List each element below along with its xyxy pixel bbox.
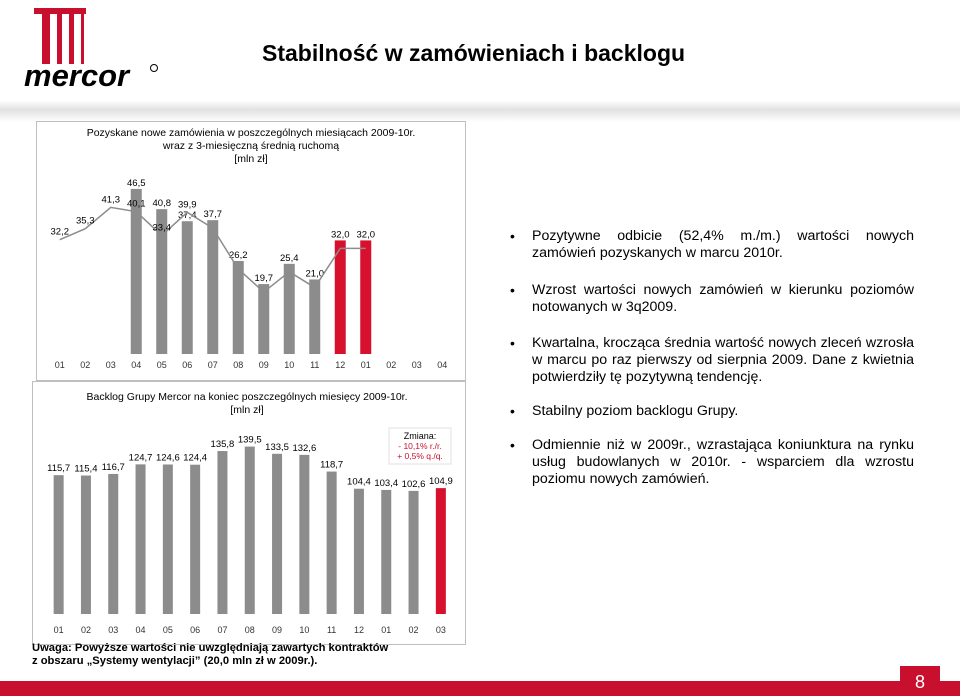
moving-average-label: 39,9	[178, 199, 197, 211]
bar-value-label: 116,7	[101, 461, 125, 473]
x-tick-label: 03	[411, 360, 422, 370]
bullet-icon: •	[510, 282, 515, 298]
x-tick-label: 10	[299, 625, 310, 635]
bar	[136, 464, 146, 614]
bar-value-label: 103,4	[374, 477, 399, 489]
footnote	[32, 642, 388, 668]
change-annotation-yoy: - 10,1% r./r.	[398, 441, 442, 451]
moving-average-label: 33,4	[152, 222, 171, 234]
x-tick-label: 11	[310, 360, 320, 370]
x-tick-label: 09	[272, 625, 283, 635]
x-tick-label: 04	[437, 360, 448, 370]
moving-average-label: 40,1	[127, 198, 146, 210]
footer-bar	[0, 681, 960, 696]
bar-value-label: 104,9	[428, 476, 453, 488]
x-tick-label: 09	[258, 360, 269, 370]
bullet-item: • Kwartalna, krocząca średnia wartość nowych zleceń wzrosła w marcu po raz pierwszy od sierpnia 2009. Dane z kwietnia potwierdziły tę pozytywną tendencję.	[510, 335, 914, 385]
change-annotation-title: Zmiana:	[403, 431, 437, 441]
bar	[81, 476, 91, 614]
x-tick-label: 08	[244, 625, 255, 635]
x-tick-label: 02	[80, 625, 91, 635]
bar	[233, 261, 244, 354]
bar	[409, 491, 419, 614]
bullet-icon: •	[510, 403, 515, 419]
bar-value-label: 139,5	[237, 434, 262, 446]
x-tick-label: 12	[353, 625, 364, 635]
bar-value-label: 115,4	[74, 463, 98, 475]
bar	[360, 240, 371, 354]
bar-value-label: 102,6	[401, 478, 426, 490]
bar-value-label: 133,5	[265, 441, 289, 453]
chart-title: [mln zł]	[230, 404, 264, 416]
page-number: 8	[900, 666, 940, 696]
bar-value-label: 118,7	[320, 459, 344, 471]
change-annotation-qoq: + 0,5% q./q.	[397, 451, 443, 461]
bar	[381, 490, 391, 614]
bar-value-label: 124,7	[128, 452, 153, 464]
bar-value-label: 104,4	[347, 476, 371, 488]
x-tick-label: 03	[108, 625, 119, 635]
chart-title: wraz z 3-miesięczną średnią ruchomą	[162, 140, 340, 152]
orders-chart-panel	[36, 121, 466, 381]
bar	[182, 221, 193, 354]
x-tick-label: 07	[217, 625, 228, 635]
bullet-item: • Stabilny poziom backlogu Grupy.	[510, 403, 739, 419]
x-tick-label: 05	[156, 360, 167, 370]
bar	[54, 475, 64, 614]
x-tick-label: 03	[435, 625, 446, 635]
slide-title: Stabilność w zamówieniach i backlogu	[262, 40, 686, 66]
logo-wordmark: mercor	[24, 58, 130, 92]
bullet-icon: •	[510, 437, 515, 453]
x-tick-label: 07	[207, 360, 218, 370]
bar-value-label: 25,4	[280, 252, 299, 264]
bar-value-label: 124,4	[183, 452, 208, 464]
x-tick-label: 04	[131, 360, 142, 370]
bar	[272, 454, 282, 614]
bullet-item: • Wzrost wartości nowych zamówień w kierunku poziomów notowanych w 3q2009.	[510, 282, 914, 315]
bar	[245, 447, 255, 614]
bullet-icon: •	[510, 335, 515, 351]
bar-value-label: 40,8	[152, 198, 171, 210]
bar-value-label: 37,7	[203, 209, 222, 221]
bar	[299, 455, 309, 614]
bar	[335, 240, 346, 354]
bar	[258, 284, 269, 354]
chart-title: Backlog Grupy Mercor na koniec poszczególnych miesięcy 2009-10r.	[86, 391, 408, 403]
x-tick-label: 01	[360, 360, 371, 370]
bar-value-label: 124,6	[155, 452, 180, 464]
x-tick-label: 08	[233, 360, 244, 370]
moving-average-label: 35,3	[76, 215, 95, 227]
bullet-item: • Odmiennie niż w 2009r., wzrastająca koniunktura na rynku usług budowlanych w 2010r. - wsparciem dla wzrostu poziomu nowych zamówień.	[510, 437, 914, 487]
x-tick-label: 01	[54, 360, 65, 370]
bar-value-label: 32,0	[331, 229, 350, 241]
x-tick-label: 02	[80, 360, 91, 370]
bullet-item: • Pozytywne odbicie (52,4% m./m.) wartości nowych zamówień pozyskanych w marcu 2010r.	[510, 228, 914, 261]
bar-value-label: 135,8	[210, 439, 235, 451]
backlog-chart-panel	[32, 381, 466, 645]
bar-value-label: 21,0	[305, 268, 324, 280]
x-tick-label: 10	[284, 360, 295, 370]
bar	[436, 488, 446, 614]
bar	[309, 279, 320, 354]
bar	[190, 465, 200, 614]
footnote-line: Uwaga: Powyższe wartości nie uwzględniają zawartych kontraktów	[32, 642, 389, 654]
mercor-logo	[20, 6, 160, 92]
x-tick-label: 06	[182, 360, 193, 370]
bullet-icon: •	[510, 228, 515, 244]
chart-title: Pozyskane nowe zamówienia w poszczególnych miesiącach 2009-10r.	[86, 127, 416, 139]
bar-value-label: 19,7	[254, 273, 273, 285]
x-tick-label: 11	[326, 625, 337, 635]
bar	[217, 451, 227, 614]
bar-value-label: 26,2	[229, 249, 248, 261]
bar	[284, 264, 295, 354]
x-tick-label: 01	[381, 625, 392, 635]
x-tick-label: 03	[105, 360, 116, 370]
bar	[207, 220, 218, 354]
x-tick-label: 06	[190, 625, 201, 635]
bar	[163, 464, 173, 614]
header-divider	[0, 100, 960, 122]
moving-average-label: 41,3	[101, 194, 120, 206]
x-tick-label: 12	[335, 360, 346, 370]
x-tick-label: 04	[135, 625, 146, 635]
orders-chart	[37, 122, 465, 380]
bar-value-label: 115,7	[47, 463, 71, 475]
bar-value-label: 46,5	[127, 177, 146, 189]
x-tick-label: 05	[162, 625, 173, 635]
bar-value-label: 32,0	[356, 229, 375, 241]
x-tick-label: 02	[408, 625, 419, 635]
x-tick-label: 02	[386, 360, 397, 370]
bar-value-label: 132,6	[292, 442, 317, 454]
bar	[131, 189, 142, 354]
bar-value-label: 37,4	[178, 210, 197, 222]
x-tick-label: 01	[53, 625, 64, 635]
bar	[327, 472, 337, 614]
footnote-line: z obszaru „Systemy wentylacji” (20,0 mln zł w 2009r.).	[32, 655, 318, 667]
moving-average-label: 32,2	[50, 226, 69, 238]
backlog-chart	[33, 382, 465, 644]
chart-title: [mln zł]	[234, 153, 268, 165]
bar	[354, 489, 364, 614]
bar	[108, 474, 118, 614]
